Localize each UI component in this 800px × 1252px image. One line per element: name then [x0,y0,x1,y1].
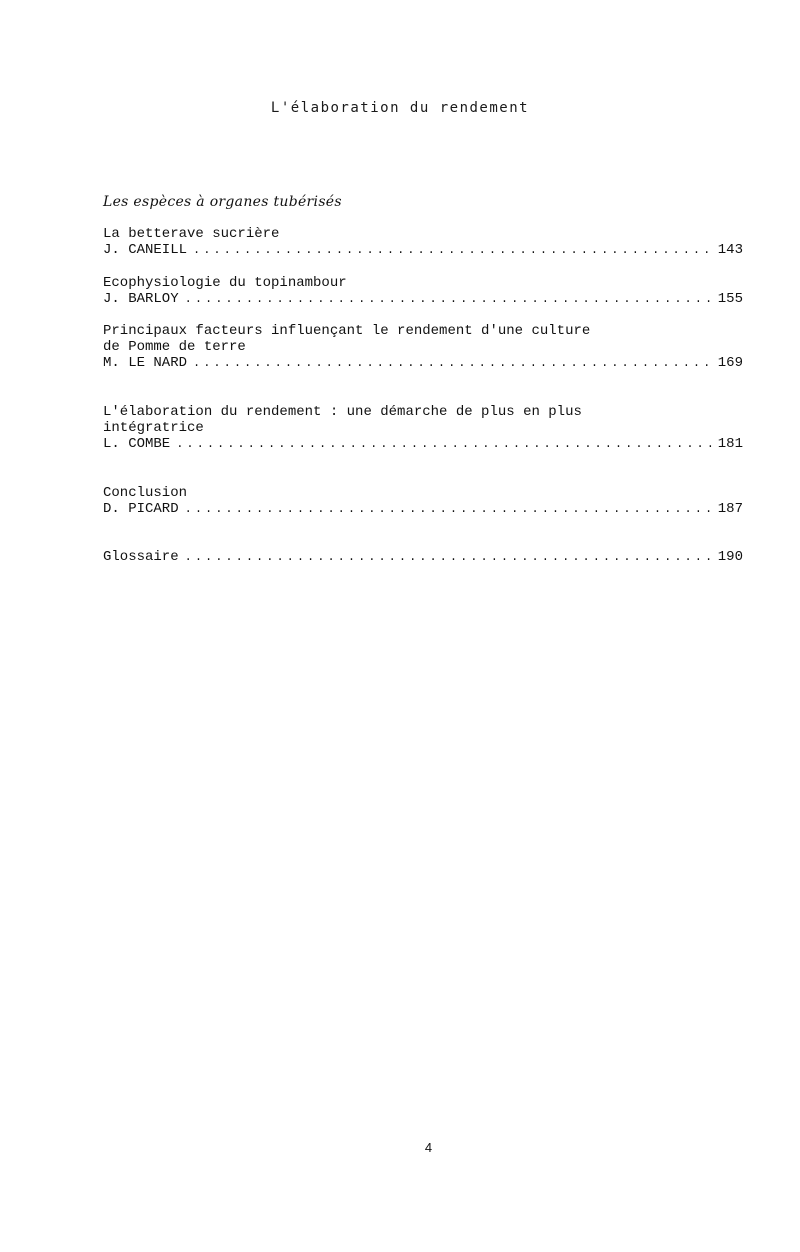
entry-author: J. BARLOY [103,291,179,307]
entry-author-line [103,242,743,258]
toc-entry[interactable] [103,275,743,307]
entry-title: L'élaboration du rendement : une démarche de plus en plus [103,404,582,420]
toc-entry[interactable] [103,323,743,371]
entry-author: L. COMBE [103,436,171,452]
toc-entry[interactable] [103,485,743,517]
entry-author: J. CANEILL [103,242,188,258]
entry-author: M. LE NARD [103,355,188,371]
running-header: L'élaboration du rendement [270,100,530,116]
section-heading: Les espèces à organes tubérisés [103,194,342,210]
entry-title-continued: intégratrice [103,420,204,436]
entry-title-continued: de Pomme de terre [103,339,246,355]
entry-title: Ecophysiologie du topinambour [103,275,347,291]
entry-page-number: 143 [717,242,743,258]
entry-author-line [103,436,743,452]
entry-page-number: 181 [717,436,743,452]
entry-author-line [103,291,743,307]
glossary-label: Glossaire [103,549,179,565]
page-number: 4 [424,1140,433,1155]
dot-leader [176,436,716,452]
dot-leader [193,242,716,258]
entry-author: D. PICARD [103,501,179,517]
dot-leader [185,291,716,307]
dot-leader [185,501,716,517]
entry-title: Principaux facteurs influençant le rendement d'une culture [103,323,591,339]
dot-leader [193,355,716,371]
toc-entry-glossary[interactable] [103,549,743,565]
entry-page-number: 155 [717,291,743,307]
dot-leader [185,549,716,565]
entry-author-line [103,501,743,517]
glossary-page-number: 190 [717,549,743,565]
entry-page-number: 187 [717,501,743,517]
entry-author-line [103,355,743,371]
entry-title: Conclusion [103,485,188,501]
entry-page-number: 169 [717,355,743,371]
toc-entry[interactable] [103,404,743,452]
toc-entry[interactable] [103,226,743,258]
glossary-line [103,549,743,565]
entry-title: La betterave sucrière [103,226,280,242]
